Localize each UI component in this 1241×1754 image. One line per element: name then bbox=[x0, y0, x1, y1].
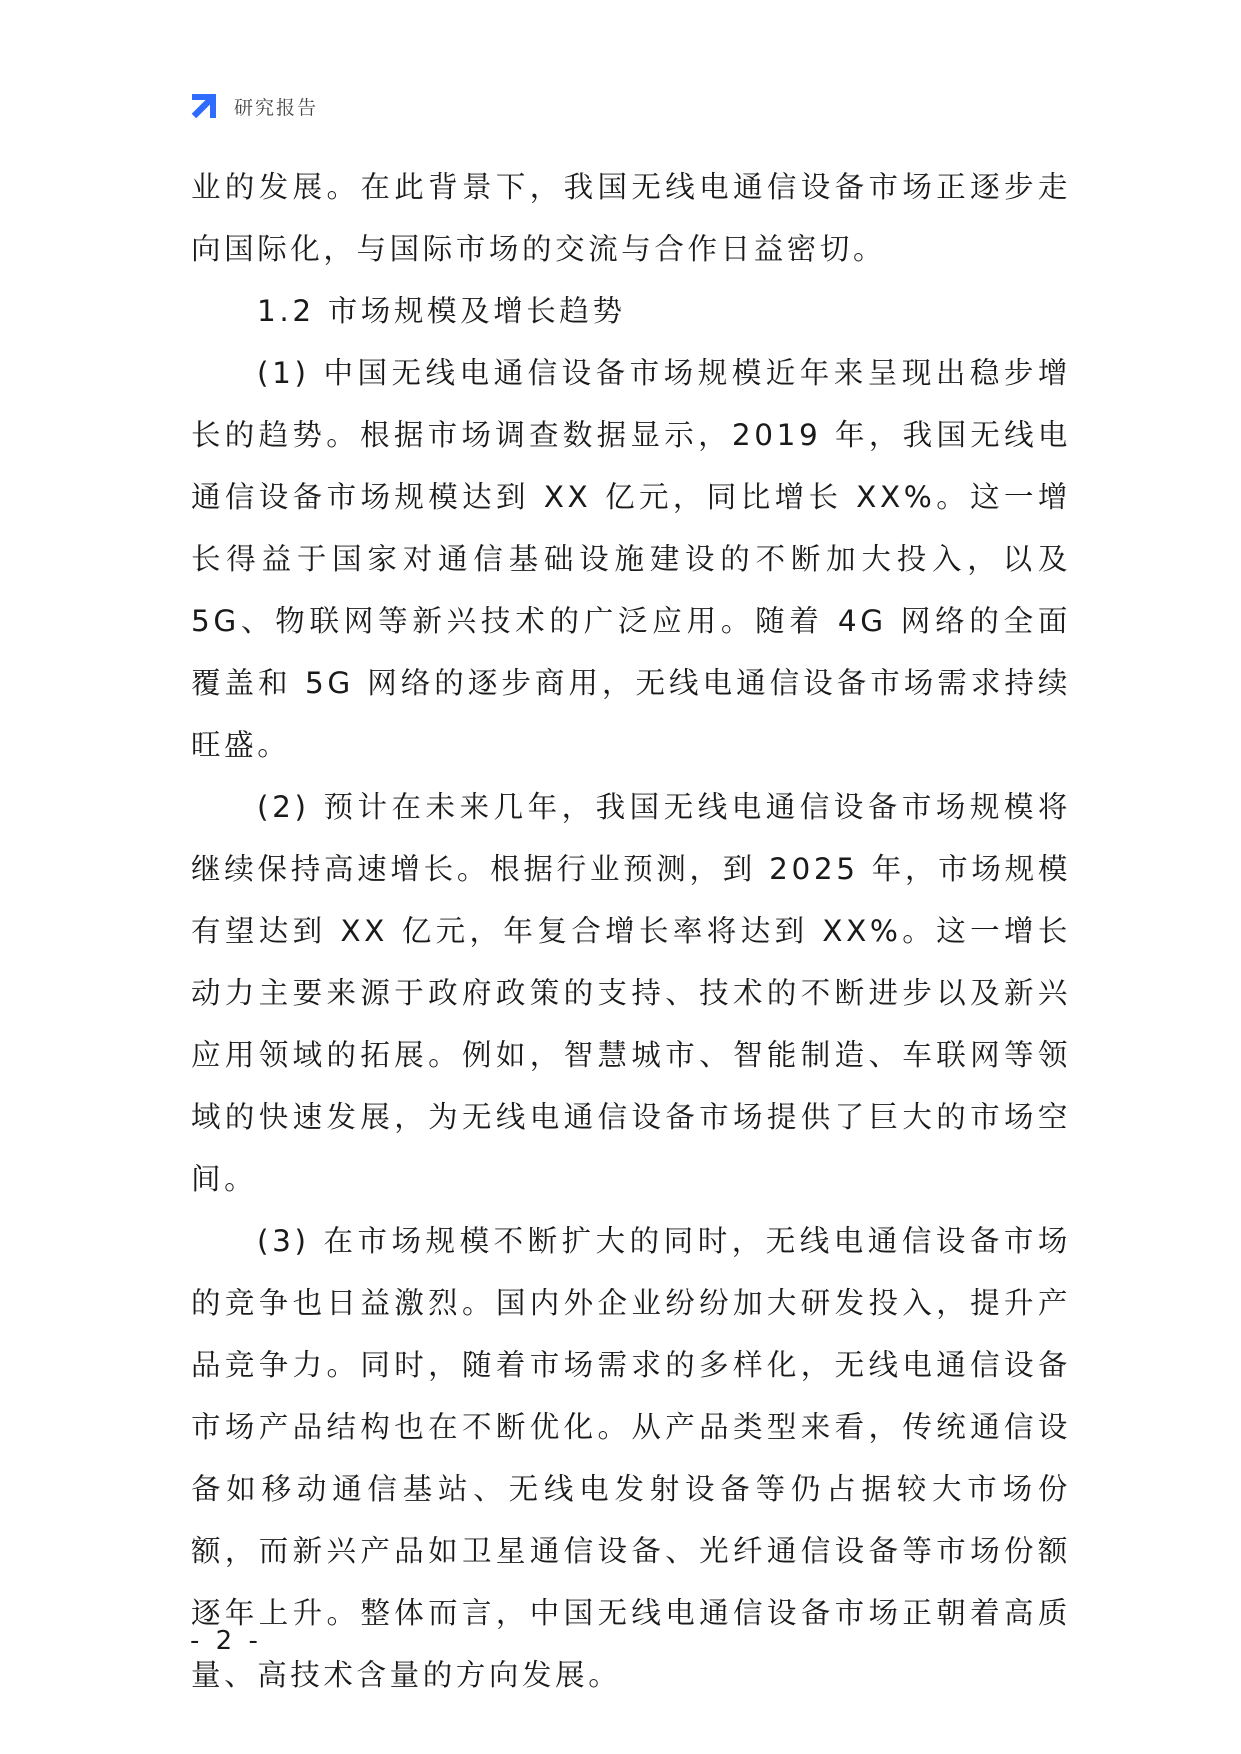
arrow-up-right-icon bbox=[188, 90, 220, 122]
paragraph-continuation: 业的发展。在此背景下，我国无线电通信设备市场正逐步走向国际化，与国际市场的交流与合作日益密切。 bbox=[191, 170, 1071, 266]
document-body bbox=[191, 156, 1071, 1706]
report-header bbox=[188, 88, 318, 124]
section-heading: 1.2 市场规模及增长趋势 bbox=[257, 294, 626, 328]
header-title: 研究报告 bbox=[234, 96, 319, 119]
paragraph-3: (3) 在市场规模不断扩大的同时，无线电通信设备市场的竞争也日益激烈。国内外企业纷纷加大研发投入，提升产品竞争力。同时，随着市场需求的多样化，无线电通信设备市场产品结构也在不断优化。从产品类型来看，传统通信设备如移动通信基站、无线电发射设备等仍占据较大市场份额，而新兴产品如卫星通信设备、光纤通信设备等市场份额逐年上升。整体而言，中国无线电通信设备市场正朝着高质量、高技术含量的方向发展。 bbox=[191, 1224, 1071, 1692]
page-number: - 2 - bbox=[190, 1626, 262, 1656]
paragraph-2: (2) 预计在未来几年，我国无线电通信设备市场规模将继续保持高速增长。根据行业预测，到 2025 年，市场规模有望达到 XX 亿元，年复合增长率将达到 XX%。这一增长动力主要来源于政府政策的支持、技术的不断进步以及新兴应用领域的拓展。例如，智慧城市、智能制造、车联网等领域的快速发展，为无线电通信设备市场提供了巨大的市场空间。 bbox=[191, 790, 1071, 1196]
paragraph-1: (1) 中国无线电通信设备市场规模近年来呈现出稳步增长的趋势。根据市场调查数据显示，2019 年，我国无线电通信设备市场规模达到 XX 亿元，同比增长 XX%。这一增长得益于国家对通信基础设施建设的不断加大投入，以及 5G、物联网等新兴技术的广泛应用。随着 4G 网络的全面覆盖和 5G 网络的逐步商用，无线电通信设备市场需求持续旺盛。 bbox=[191, 356, 1071, 762]
